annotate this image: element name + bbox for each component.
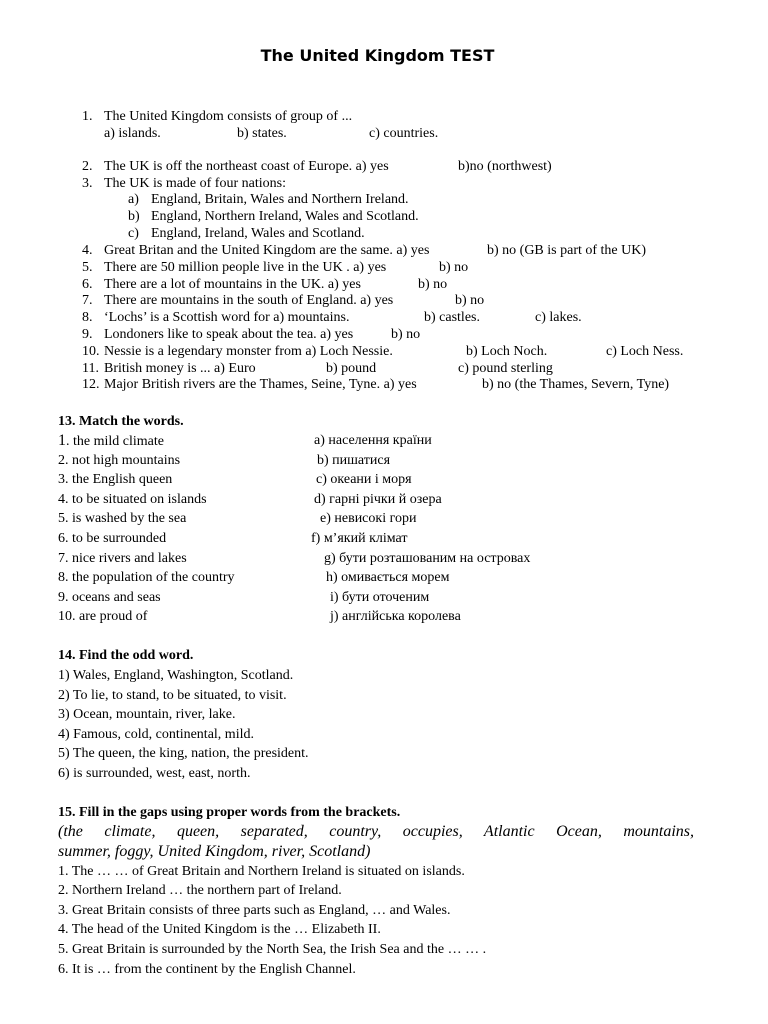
word-bank-line-2: summer, foggy, United Kingdom, river, Scotland) bbox=[58, 843, 371, 860]
question-5-text: There are 50 million people live in the UK . a) yes bbox=[104, 260, 387, 275]
gap-fill-item: 6. It is … from the continent by the English Channel. bbox=[58, 962, 356, 977]
word-bank-line-1: (the climate, queen, separated, country, occupies, Atlantic Ocean, mountains, bbox=[58, 823, 694, 840]
odd-word-item: 4) Famous, cold, continental, mild. bbox=[58, 727, 254, 742]
question-3-option-a-letter: a) bbox=[128, 192, 139, 207]
match-right-item: c) океани і моря bbox=[316, 472, 412, 487]
section-14-heading: 14. Find the odd word. bbox=[58, 648, 194, 663]
question-1-option-b: b) states. bbox=[237, 126, 287, 141]
question-4-option-b: b) no (GB is part of the UK) bbox=[487, 243, 647, 258]
question-6-text: There are a lot of mountains in the UK. a) yes bbox=[104, 277, 361, 292]
question-9-option-b: b) no bbox=[391, 327, 421, 342]
question-8-text: ‘Lochs’ is a Scottish word for a) mountains. bbox=[104, 310, 350, 325]
match-left-item: 6. to be surrounded bbox=[58, 531, 167, 546]
question-8-option-b: b) castles. bbox=[424, 310, 480, 325]
match-right-item: g) бути розташованим на островах bbox=[324, 551, 531, 566]
question-9-text: Londoners like to speak about the tea. a) yes bbox=[104, 327, 354, 342]
match-left-item: 10. are proud of bbox=[58, 609, 148, 624]
match-left-item: 4. to be situated on islands bbox=[58, 492, 207, 507]
question-11-number: 11. bbox=[82, 361, 99, 376]
match-left-item: 7. nice rivers and lakes bbox=[58, 551, 187, 566]
match-left-item: 3. the English queen bbox=[58, 472, 173, 487]
question-7-number: 7. bbox=[82, 293, 93, 308]
odd-word-item: 6) is surrounded, west, east, north. bbox=[58, 766, 251, 781]
question-1-text: The United Kingdom consists of group of ... bbox=[104, 109, 353, 124]
gap-fill-item: 5. Great Britain is surrounded by the North Sea, the Irish Sea and the … … . bbox=[58, 942, 487, 957]
question-3-number: 3. bbox=[82, 176, 93, 191]
gap-fill-item: 1. The … … of Great Britain and Northern Ireland is situated on islands. bbox=[58, 864, 465, 879]
question-11-text: British money is ... a) Euro bbox=[104, 361, 256, 376]
question-8-option-c: c) lakes. bbox=[535, 310, 582, 325]
gap-fill-item: 3. Great Britain consists of three parts such as England, … and Wales. bbox=[58, 903, 451, 918]
odd-word-item: 1) Wales, England, Washington, Scotland. bbox=[58, 668, 294, 683]
match-left-item: 2. not high mountains bbox=[58, 453, 181, 468]
question-5-number: 5. bbox=[82, 260, 93, 275]
question-9-number: 9. bbox=[82, 327, 93, 342]
page-title: The United Kingdom TEST bbox=[260, 46, 495, 65]
question-4-number: 4. bbox=[82, 243, 93, 258]
question-10-option-c: c) Loch Ness. bbox=[606, 344, 684, 359]
question-2-number: 2. bbox=[82, 159, 93, 174]
question-12-text: Major British rivers are the Thames, Seine, Tyne. a) yes bbox=[104, 377, 417, 392]
question-1-number: 1. bbox=[82, 109, 93, 124]
gap-fill-item: 2. Northern Ireland … the northern part of Ireland. bbox=[58, 883, 342, 898]
odd-word-item: 3) Ocean, mountain, river, lake. bbox=[58, 707, 236, 722]
question-11-option-b: b) pound bbox=[326, 361, 377, 376]
question-2-option-b: b)no (northwest) bbox=[458, 159, 552, 174]
question-3-option-c: England, Ireland, Wales and Scotland. bbox=[151, 226, 365, 241]
match-right-item: e) невисокі гори bbox=[320, 511, 417, 526]
match-left-item: 8. the population of the country bbox=[58, 570, 235, 585]
question-8-number: 8. bbox=[82, 310, 93, 325]
question-3-option-c-letter: c) bbox=[128, 226, 139, 241]
section-15-heading: 15. Fill in the gaps using proper words from the brackets. bbox=[58, 805, 401, 820]
match-left-item: 5. is washed by the sea bbox=[58, 511, 187, 526]
question-6-number: 6. bbox=[82, 277, 93, 292]
section-13-heading: 13. Match the words. bbox=[58, 414, 184, 429]
question-10-number: 10. bbox=[82, 344, 100, 359]
match-right-item: h) омивається морем bbox=[326, 570, 450, 585]
match-right-item: d) гарні річки й озера bbox=[314, 492, 442, 507]
question-1-option-c: c) countries. bbox=[369, 126, 439, 141]
match-right-item: j) англійська королева bbox=[330, 609, 461, 624]
question-12-number: 12. bbox=[82, 377, 100, 392]
match-right-item: a) населення країни bbox=[314, 433, 432, 448]
question-2-text: The UK is off the northeast coast of Europe. a) yes bbox=[104, 159, 389, 174]
question-7-text: There are mountains in the south of England. a) yes bbox=[104, 293, 394, 308]
question-3-option-a: England, Britain, Wales and Northern Ireland. bbox=[151, 192, 409, 207]
question-5-option-b: b) no bbox=[439, 260, 469, 275]
question-10-option-b: b) Loch Noch. bbox=[466, 344, 548, 359]
match-left-item: 9. oceans and seas bbox=[58, 590, 161, 605]
question-3-text: The UK is made of four nations: bbox=[104, 176, 286, 191]
question-3-option-b: England, Northern Ireland, Wales and Scotland. bbox=[151, 209, 419, 224]
odd-word-item: 5) The queen, the king, nation, the president. bbox=[58, 746, 309, 761]
question-12-option-b: b) no (the Thames, Severn, Tyne) bbox=[482, 377, 670, 392]
question-6-option-b: b) no bbox=[418, 277, 448, 292]
question-11-option-c: c) pound sterling bbox=[458, 361, 553, 376]
match-right-item: i) бути оточеним bbox=[330, 590, 430, 605]
odd-word-item: 2) To lie, to stand, to be situated, to visit. bbox=[58, 688, 287, 703]
match-right-item: b) пишатися bbox=[317, 453, 391, 468]
question-10-text: Nessie is a legendary monster from a) Loch Nessie. bbox=[104, 344, 393, 359]
match-right-item: f) м’який клімат bbox=[311, 531, 408, 546]
question-4-text: Great Britan and the United Kingdom are the same. a) yes bbox=[104, 243, 430, 258]
question-3-option-b-letter: b) bbox=[128, 209, 140, 224]
match-left-item: 1. the mild climate bbox=[58, 432, 164, 449]
question-7-option-b: b) no bbox=[455, 293, 485, 308]
gap-fill-item: 4. The head of the United Kingdom is the … Elizabeth II. bbox=[58, 922, 381, 937]
question-1-option-a: a) islands. bbox=[104, 126, 161, 141]
